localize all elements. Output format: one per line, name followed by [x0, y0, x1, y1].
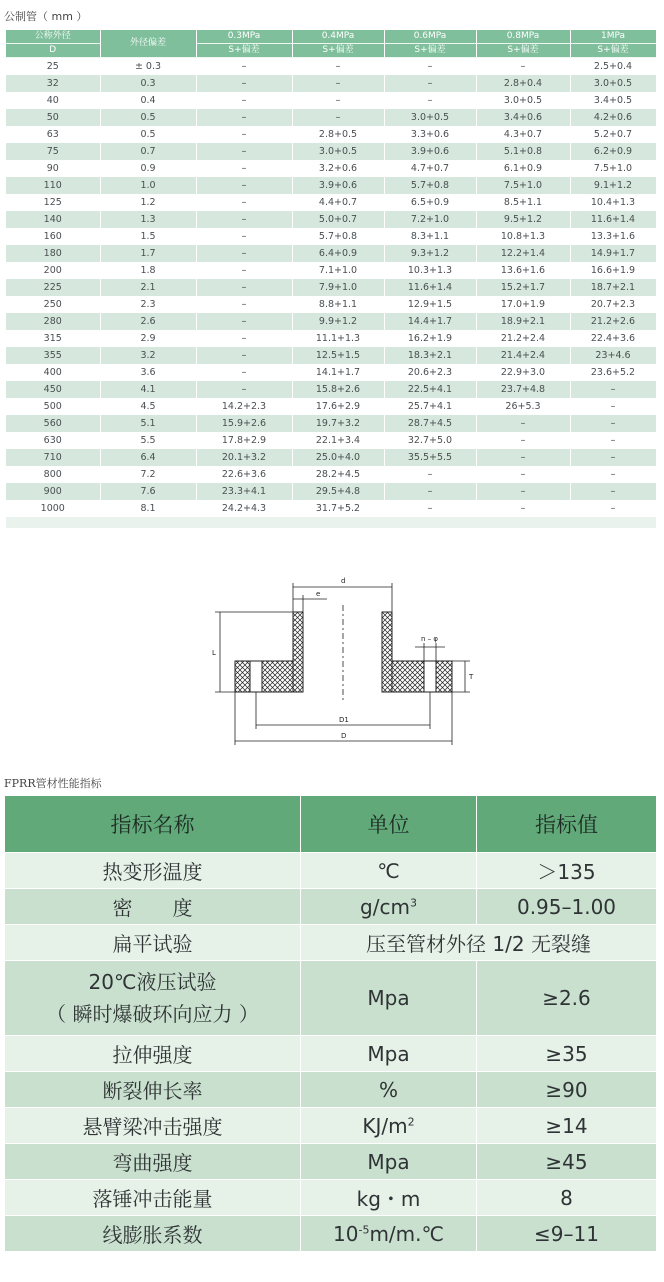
- table-cell: 12.9+1.5: [384, 296, 476, 313]
- table-cell: 710: [6, 449, 100, 466]
- table-cell: 23.6+5.2: [570, 364, 656, 381]
- table-cell: 1.8: [100, 262, 196, 279]
- table-cell: 225: [6, 279, 100, 296]
- table-cell: 14.4+1.7: [384, 313, 476, 330]
- table-cell: 16.6+1.9: [570, 262, 656, 279]
- table-row: [6, 160, 656, 177]
- dim-label-e: e: [316, 590, 321, 598]
- table-cell: 3.4+0.5: [570, 92, 656, 109]
- table-cell: 18.9+2.1: [476, 313, 570, 330]
- table-cell: –: [570, 398, 656, 415]
- indicator-unit: [301, 1216, 477, 1252]
- table-cell: 0.9: [100, 160, 196, 177]
- table-cell: 1000: [6, 500, 100, 517]
- table-cell: 3.0+0.5: [384, 109, 476, 126]
- table-cell: 9.5+1.2: [476, 211, 570, 228]
- table-row: [6, 75, 656, 92]
- table-cell: 22.6+3.6: [196, 466, 292, 483]
- header-cell: S+偏差: [570, 44, 656, 58]
- performance-table-caption: FPRR管材性能指标: [4, 777, 102, 790]
- table-row: [6, 415, 656, 432]
- indicator-unit: %: [301, 1072, 477, 1108]
- table-cell: 40: [6, 92, 100, 109]
- table-cell: –: [196, 330, 292, 347]
- table-cell: 20.7+2.3: [570, 296, 656, 313]
- table-cell: 1.5: [100, 228, 196, 245]
- table-cell: 2.1: [100, 279, 196, 296]
- table-row: [6, 109, 656, 126]
- table-cell: 250: [6, 296, 100, 313]
- table-row: [5, 1036, 657, 1072]
- table-cell: 6.1+0.9: [476, 160, 570, 177]
- table-cell: 31.7+5.2: [292, 500, 384, 517]
- header-cell: 0.4MPa: [292, 30, 384, 44]
- table-row: [6, 347, 656, 364]
- table-cell: 13.6+1.6: [476, 262, 570, 279]
- flange-section-hatched: [235, 612, 452, 692]
- table-cell: –: [196, 92, 292, 109]
- table-cell: –: [196, 126, 292, 143]
- table-cell: 22.5+4.1: [384, 381, 476, 398]
- table-cell: 22.9+3.0: [476, 364, 570, 381]
- table-cell: 10.4+1.3: [570, 194, 656, 211]
- table-cell: –: [196, 381, 292, 398]
- table-cell: 14.1+1.7: [292, 364, 384, 381]
- table-cell: 75: [6, 143, 100, 160]
- name-line-1: 20℃液压试验: [88, 970, 217, 994]
- table-cell: 11.1+1.3: [292, 330, 384, 347]
- table-cell: 12.5+1.5: [292, 347, 384, 364]
- table-cell: –: [292, 109, 384, 126]
- table-cell: –: [570, 415, 656, 432]
- table-cell: 20.1+3.2: [196, 449, 292, 466]
- table-cell: –: [476, 415, 570, 432]
- table-cell: –: [196, 296, 292, 313]
- table-cell: 6.5+0.9: [384, 194, 476, 211]
- table-cell: –: [570, 500, 656, 517]
- dim-label-d: d: [341, 577, 346, 585]
- table-cell: –: [292, 75, 384, 92]
- indicator-merged-value: 压至管材外径 1/2 无裂缝: [301, 925, 657, 961]
- table-cell: 2.6: [100, 313, 196, 330]
- table-cell: 25: [6, 58, 100, 76]
- unit-text: 10: [333, 1221, 359, 1246]
- table-cell: 1.3: [100, 211, 196, 228]
- table-row: [6, 364, 656, 381]
- table-cell: –: [570, 381, 656, 398]
- indicator-value: ＞135: [477, 853, 657, 889]
- table-cell: 4.1: [100, 381, 196, 398]
- table-cell: 2.9: [100, 330, 196, 347]
- table-cell: 4.5: [100, 398, 196, 415]
- table-cell: 140: [6, 211, 100, 228]
- table-cell: 160: [6, 228, 100, 245]
- table-header-row: [6, 30, 656, 44]
- table-cell: 8.5+1.1: [476, 194, 570, 211]
- indicator-name: 悬臂梁冲击强度: [5, 1108, 301, 1144]
- flange-technical-drawing: [195, 555, 505, 750]
- table-row: [6, 58, 656, 76]
- table-cell: –: [476, 466, 570, 483]
- table-row: [6, 466, 656, 483]
- table-row: [6, 211, 656, 228]
- indicator-value: ≤9–11: [477, 1216, 657, 1252]
- table-cell: 32: [6, 75, 100, 92]
- table-cell: 1.2: [100, 194, 196, 211]
- table-cell: –: [196, 347, 292, 364]
- table-cell: 7.5+1.0: [570, 160, 656, 177]
- indicator-unit: [301, 1108, 477, 1144]
- table-cell: –: [476, 432, 570, 449]
- table-cell: 0.4: [100, 92, 196, 109]
- unit-superscript: 2: [407, 1114, 415, 1128]
- table-cell: 3.9+0.6: [384, 143, 476, 160]
- table-cell: –: [196, 109, 292, 126]
- unit-text: m/m.℃: [369, 1221, 444, 1246]
- table-row: [6, 262, 656, 279]
- table-cell: 8.3+1.1: [384, 228, 476, 245]
- table-cell: 29.5+4.8: [292, 483, 384, 500]
- table-cell: 3.0+0.5: [476, 92, 570, 109]
- table-cell: 17.6+2.9: [292, 398, 384, 415]
- table-row: [6, 279, 656, 296]
- table-cell: 5.5: [100, 432, 196, 449]
- table-cell: –: [570, 449, 656, 466]
- indicator-unit: kg・m: [301, 1180, 477, 1216]
- table-cell: 560: [6, 415, 100, 432]
- header-cell: 公称外径: [6, 30, 100, 44]
- indicator-name: [5, 961, 301, 1036]
- table-cell: 23+4.6: [570, 347, 656, 364]
- table-cell: 7.2+1.0: [384, 211, 476, 228]
- table-row: [6, 500, 656, 517]
- table-cell: 2.3: [100, 296, 196, 313]
- indicator-name: 弯曲强度: [5, 1144, 301, 1180]
- table-cell: 7.9+1.0: [292, 279, 384, 296]
- indicator-value: ≥35: [477, 1036, 657, 1072]
- table-cell: 0.3: [100, 75, 196, 92]
- table-cell: 0.5: [100, 109, 196, 126]
- header-cell: 1MPa: [570, 30, 656, 44]
- table-cell: 1.7: [100, 245, 196, 262]
- table-cell: 21.4+2.4: [476, 347, 570, 364]
- table-cell: –: [476, 483, 570, 500]
- table-cell: 22.1+3.4: [292, 432, 384, 449]
- table-cell: –: [384, 75, 476, 92]
- header-indicator-value: 指标值: [477, 796, 657, 853]
- table-cell: 18.3+2.1: [384, 347, 476, 364]
- table-cell: 6.4: [100, 449, 196, 466]
- dim-label-D: D: [341, 732, 347, 740]
- table-cell: 7.6: [100, 483, 196, 500]
- header-cell: 0.8MPa: [476, 30, 570, 44]
- dim-label-L: L: [212, 649, 216, 657]
- table-row: [6, 313, 656, 330]
- table-cell: 16.2+1.9: [384, 330, 476, 347]
- indicator-name: 扁平试验: [5, 925, 301, 961]
- table-cell: 110: [6, 177, 100, 194]
- header-cell: S+偏差: [196, 44, 292, 58]
- table-cell: 315: [6, 330, 100, 347]
- table-cell: 21.2+2.6: [570, 313, 656, 330]
- table-row: [5, 1216, 657, 1252]
- table-cell: –: [196, 364, 292, 381]
- table-cell: 5.1+0.8: [476, 143, 570, 160]
- table-row: [6, 143, 656, 160]
- indicator-unit: Mpa: [301, 961, 477, 1036]
- table-cell: 9.1+1.2: [570, 177, 656, 194]
- table-cell: 23.7+4.8: [476, 381, 570, 398]
- table-row: [6, 381, 656, 398]
- bolt-hole-right: [424, 661, 436, 692]
- header-indicator-name: 指标名称: [5, 796, 301, 853]
- table-cell: 7.2: [100, 466, 196, 483]
- indicator-name: 线膨胀系数: [5, 1216, 301, 1252]
- table-cell: 14.9+1.7: [570, 245, 656, 262]
- table-cell: 18.7+2.1: [570, 279, 656, 296]
- table-cell: 2.8+0.4: [476, 75, 570, 92]
- table-cell: 4.4+0.7: [292, 194, 384, 211]
- indicator-value: ≥45: [477, 1144, 657, 1180]
- pipe-table-caption: 公制管（ mm ）: [4, 10, 88, 23]
- table-row: [5, 1144, 657, 1180]
- table-cell: 7.1+1.0: [292, 262, 384, 279]
- table-cell: –: [570, 432, 656, 449]
- table-row: [5, 1180, 657, 1216]
- table-cell: 9.3+1.2: [384, 245, 476, 262]
- table-row: [6, 483, 656, 500]
- table-cell: 6.2+0.9: [570, 143, 656, 160]
- table-cell: 3.4+0.6: [476, 109, 570, 126]
- table-cell: 3.0+0.5: [292, 143, 384, 160]
- header-cell: S+偏差: [384, 44, 476, 58]
- header-cell: 0.6MPa: [384, 30, 476, 44]
- table-cell: 3.6: [100, 364, 196, 381]
- table-cell: 17.0+1.9: [476, 296, 570, 313]
- table-row: [6, 126, 656, 143]
- table-cell: 24.2+4.3: [196, 500, 292, 517]
- header-unit: 单位: [301, 796, 477, 853]
- indicator-value: 0.95–1.00: [477, 889, 657, 925]
- table-row: [6, 245, 656, 262]
- table-cell: –: [570, 483, 656, 500]
- table-cell: 19.7+3.2: [292, 415, 384, 432]
- table-cell: 500: [6, 398, 100, 415]
- unit-superscript: 3: [409, 895, 417, 909]
- table-cell: 25.7+4.1: [384, 398, 476, 415]
- indicator-value: 8: [477, 1180, 657, 1216]
- unit-text: KJ/m: [362, 1113, 408, 1138]
- table-cell: 35.5+5.5: [384, 449, 476, 466]
- table-cell: 8.1: [100, 500, 196, 517]
- table-cell: –: [476, 449, 570, 466]
- table-cell: 9.9+1.2: [292, 313, 384, 330]
- table-cell: 355: [6, 347, 100, 364]
- table-cell: 63: [6, 126, 100, 143]
- table-cell: 4.3+0.7: [476, 126, 570, 143]
- table-cell: 22.4+3.6: [570, 330, 656, 347]
- table-cell: 450: [6, 381, 100, 398]
- dim-label-D1: D1: [339, 716, 349, 724]
- header-cell: 0.3MPa: [196, 30, 292, 44]
- table-cell: –: [196, 228, 292, 245]
- table-row: [6, 449, 656, 466]
- table-cell: 32.7+5.0: [384, 432, 476, 449]
- performance-table: [4, 795, 657, 1252]
- table-cell: –: [476, 58, 570, 76]
- table-cell: 25.0+4.0: [292, 449, 384, 466]
- table-cell: 3.9+0.6: [292, 177, 384, 194]
- table-cell: 28.7+4.5: [384, 415, 476, 432]
- dim-label-T: T: [469, 673, 474, 681]
- table-cell: 3.2+0.6: [292, 160, 384, 177]
- indicator-name: 拉伸强度: [5, 1036, 301, 1072]
- table-cell: 280: [6, 313, 100, 330]
- table-cell: –: [292, 58, 384, 76]
- table-cell: –: [196, 194, 292, 211]
- table-cell: 2.8+0.5: [292, 126, 384, 143]
- table-cell: 2.5+0.4: [570, 58, 656, 76]
- table-cell: 10.8+1.3: [476, 228, 570, 245]
- table-cell: –: [476, 500, 570, 517]
- table-cell: 28.2+4.5: [292, 466, 384, 483]
- table-cell: 5.1: [100, 415, 196, 432]
- table-cell: 3.2: [100, 347, 196, 364]
- table-cell: –: [196, 177, 292, 194]
- table-row: [6, 194, 656, 211]
- table-cell: 20.6+2.3: [384, 364, 476, 381]
- table-cell: 15.8+2.6: [292, 381, 384, 398]
- table-cell: 5.2+0.7: [570, 126, 656, 143]
- indicator-name: 密 度: [5, 889, 301, 925]
- table-cell: 3.3+0.6: [384, 126, 476, 143]
- indicator-unit: Mpa: [301, 1144, 477, 1180]
- table-cell: 1.0: [100, 177, 196, 194]
- table-cell: 50: [6, 109, 100, 126]
- table-cell: 800: [6, 466, 100, 483]
- indicator-unit: [301, 889, 477, 925]
- table-cell: –: [196, 58, 292, 76]
- table-row: [6, 228, 656, 245]
- table-row: [5, 889, 657, 925]
- indicator-unit: Mpa: [301, 1036, 477, 1072]
- indicator-value: ≥90: [477, 1072, 657, 1108]
- table-cell: 630: [6, 432, 100, 449]
- table-row: [6, 398, 656, 415]
- table-cell: 4.2+0.6: [570, 109, 656, 126]
- table-cell: 8.8+1.1: [292, 296, 384, 313]
- table-cell: 5.7+0.8: [292, 228, 384, 245]
- bolt-hole-left: [250, 661, 262, 692]
- table-cell: –: [384, 483, 476, 500]
- table-row: [5, 961, 657, 1036]
- table-cell: 900: [6, 483, 100, 500]
- table-cell: 26+5.3: [476, 398, 570, 415]
- table-cell: 11.6+1.4: [570, 211, 656, 228]
- name-line-2: （ 瞬时爆破环向应力 ）: [46, 1002, 259, 1026]
- table-cell: –: [384, 500, 476, 517]
- table-row: [5, 925, 657, 961]
- table-cell: 17.8+2.9: [196, 432, 292, 449]
- table-cell: –: [570, 466, 656, 483]
- table-cell: 23.3+4.1: [196, 483, 292, 500]
- table-row: [5, 1108, 657, 1144]
- table-row: [5, 853, 657, 889]
- table-cell: –: [384, 58, 476, 76]
- indicator-value: ≥14: [477, 1108, 657, 1144]
- table-cell: 5.0+0.7: [292, 211, 384, 228]
- table-cell: 0.5: [100, 126, 196, 143]
- table-cell: –: [196, 279, 292, 296]
- table-cell: –: [196, 143, 292, 160]
- table-row: [5, 1072, 657, 1108]
- table-cell: –: [384, 466, 476, 483]
- header-cell: S+偏差: [292, 44, 384, 58]
- table-cell: 0.7: [100, 143, 196, 160]
- table-cell: ± 0.3: [100, 58, 196, 76]
- table-cell: 10.3+1.3: [384, 262, 476, 279]
- unit-superscript: -5: [358, 1222, 370, 1236]
- table-cell: –: [384, 92, 476, 109]
- table-row: [6, 177, 656, 194]
- header-cell: 外径偏差: [100, 30, 196, 58]
- table-row: [6, 330, 656, 347]
- table-cell: 21.2+2.4: [476, 330, 570, 347]
- table-cell: 4.7+0.7: [384, 160, 476, 177]
- table-cell: 15.9+2.6: [196, 415, 292, 432]
- pipe-dimension-table: [6, 30, 656, 528]
- table-cell: 13.3+1.6: [570, 228, 656, 245]
- header-cell: D: [6, 44, 100, 58]
- table-cell: –: [196, 313, 292, 330]
- indicator-unit: ℃: [301, 853, 477, 889]
- table-cell: 180: [6, 245, 100, 262]
- table-cell: –: [196, 262, 292, 279]
- indicator-value: ≥2.6: [477, 961, 657, 1036]
- unit-text: g/cm: [360, 894, 410, 919]
- table-cell: 400: [6, 364, 100, 381]
- table-cell: –: [292, 92, 384, 109]
- table-cell: 11.6+1.4: [384, 279, 476, 296]
- table-cell: 3.0+0.5: [570, 75, 656, 92]
- table-cell: 90: [6, 160, 100, 177]
- table-cell: 6.4+0.9: [292, 245, 384, 262]
- table-cell: 200: [6, 262, 100, 279]
- table-cell: –: [196, 75, 292, 92]
- header-cell: S+偏差: [476, 44, 570, 58]
- table-cell: 15.2+1.7: [476, 279, 570, 296]
- table-cell: 12.2+1.4: [476, 245, 570, 262]
- table-row: [6, 296, 656, 313]
- table-cell: 5.7+0.8: [384, 177, 476, 194]
- table-cell: 7.5+1.0: [476, 177, 570, 194]
- table-cell: –: [196, 211, 292, 228]
- indicator-name: 落锤冲击能量: [5, 1180, 301, 1216]
- indicator-name: 热变形温度: [5, 853, 301, 889]
- table-row: [6, 432, 656, 449]
- indicator-name: 断裂伸长率: [5, 1072, 301, 1108]
- table-cell: –: [196, 160, 292, 177]
- table-cell: –: [196, 245, 292, 262]
- table-row: [6, 92, 656, 109]
- table-header-row: [5, 796, 657, 853]
- dim-label-n-phi: n – φ: [421, 635, 439, 643]
- table-cell: 14.2+2.3: [196, 398, 292, 415]
- table-cell: 125: [6, 194, 100, 211]
